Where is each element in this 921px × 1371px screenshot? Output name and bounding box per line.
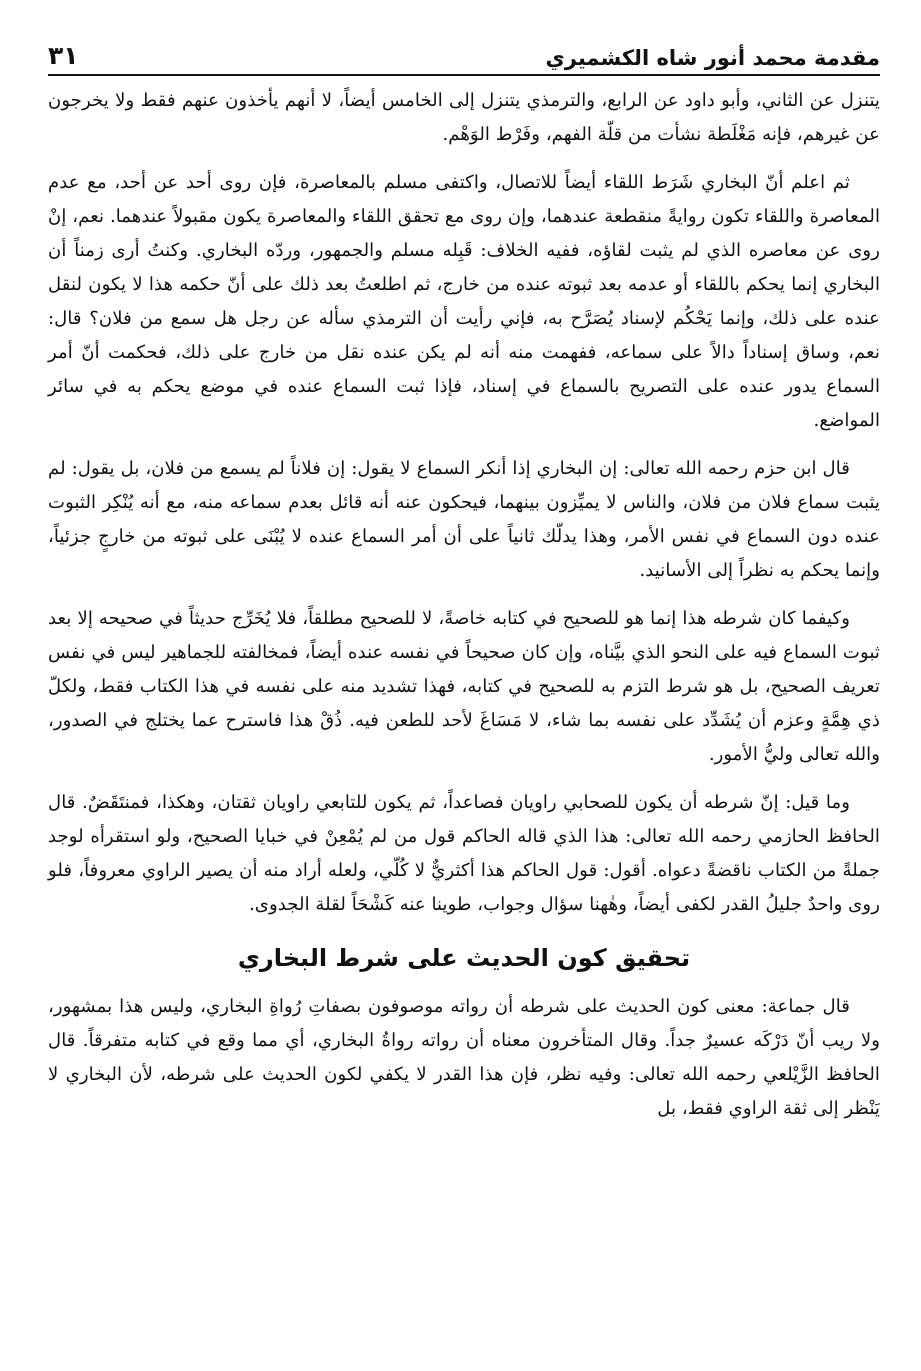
paragraph: وكيفما كان شرطه هذا إنما هو للصحيح في كتابه خاصةً، لا للصحيح مطلقاً، فلا يُخَرِّج حديثاً في صحيحه إلا بعد ثبوت السماع فيه على النحو الذي بيَّناه، وإن كان صحيحاً في نفسه عنده أيضاً، فمخالفته للجماهير ليس في نفس تعريف الصحيح، بل هو شرط التزم به للصحيح في كتابه، فهذا تشديد منه على نفسه في هذا الكتاب فقط، ولكلّ ذي هِمَّةٍ وعزم أن يُشَدِّد على نفسه بما شاء، لا مَسَاغَ لأحد للطعن فيه. ذُقْ هذا فاسترح عما يختلج في الصدور، والله تعالى وليُّ الأمور.	[48, 608, 880, 765]
book-page	[48, 22, 880, 1140]
paragraph: ثم اعلم أنّ البخاري شَرَط اللقاء أيضاً للاتصال، واكتفى مسلم بالمعاصرة، فإن روى أحد عن أحد، مع عدم المعاصرة واللقاء تكون روايةً منقطعة عندهما، وإن روى مع تحقق اللقاء والمعاصرة يكون مقبولاً عندهما. نعم، إنْ روى عن معاصره الذي لم يثبت لقاؤه، ففيه الخلاف: قَبِله مسلم والجمهور، وردّه البخاري. وكنتُ أرى زمناً أن البخاري إنما يحكم باللقاء أو عدمه بعد ثبوته عنده من خارج، ثم اطلعتُ بعد ذلك على أنّ حكمه هذا لا يكون لنقل عنده على ذلك، وإنما يَحْكُم لإسناد يُصَرَّح به، فإني رأيت أن الترمذي سأله عن رجل هل سمع من فلان؟ قال: نعم، وساق إسناداً دالاً على سماعه، ففهمت منه أنه لم يكن عنده نقل من خارج على ذلك، فحكمت أنّ أمر السماع يدور عنده على التصريح بالسماع في إسناد، فإذا ثبت السماع عنده في موضع يحكم به في سائر المواضع.	[48, 172, 880, 431]
paragraph: يتنزل عن الثاني، وأبو داود عن الرابع، والترمذي يتنزل إلى الخامس أيضاً، لا أنهم يأخذون عنهم فقط ولا يخرجون عن غيرهم، فإنه مَغْلَطة نشأت من قلّة الفهم، وفَرْط الوَهْم.	[48, 90, 880, 145]
page-number: ٣١	[48, 41, 79, 70]
paragraph: وما قيل: إنّ شرطه أن يكون للصحابي راويان فصاعداً، ثم يكون للتابعي راويان ثقتان، وهكذا، فمنتَقَضٌ. قال الحافظ الحازمي رحمه الله تعالى: هذا الذي قاله الحاكم قول من لم يُمْعِنْ في خبايا الصحيح، ولو استقرأه لوجد جملةً من الكتاب ناقضةً دعواه. أقول: قول الحاكم هذا أكثريٌّ لا كُلّي، ولعله أراد منه أن يصير الراوي معروفاً، فلو روى واحدٌ جليلُ القدر لكفى أيضاً، وهٰهنا سؤال وجواب، طوينا عنه كَشْحَاً لقلة الجدوى.	[48, 792, 880, 915]
running-title: مقدمة محمد أنور شاه الكشميري	[545, 46, 880, 70]
section-heading: تحقيق كون الحديث على شرط البخاري	[237, 944, 691, 972]
running-header	[48, 22, 880, 76]
paragraph: قال جماعة: معنى كون الحديث على شرطه أن رواته موصوفون بصفاتِ رُواةِ البخاري، وليس هذا بمشهور، ولا ريب أنّ دَرْكَه عسيرٌ جداً. وقال المتأخرون معناه أن رواته رواةُ البخاري، أي مما وقع في كتابه متفرقاً. قال الحافظ الزَّيْلعي رحمه الله تعالى: وفيه نظر، فإن هذا القدر لا يكفي لكون الحديث على شرطه، لأن البخاري لا يَنْظر إلى ثقة الراوي فقط، بل	[48, 996, 880, 1119]
paragraph: قال ابن حزم رحمه الله تعالى: إن البخاري إذا أنكر السماع لا يقول: إن فلاناً لم يسمع من فلان، بل يقول: لم يثبت سماع فلان من فلان، والناس لا يميِّزون بينهما، فيحكون عنه أنه قائل بعدم سماعه منه، مع أنه يُنْكِر الثبوت عنده دون السماع في نفس الأمر، وهذا يدلّك ثانياً على أن أمر السماع عنده لا يُبْنَى على ثبوته من خارجٍ جزئياً، وإنما يحكم به نظراً إلى الأسانيد.	[48, 458, 880, 581]
body-text	[48, 84, 880, 1126]
